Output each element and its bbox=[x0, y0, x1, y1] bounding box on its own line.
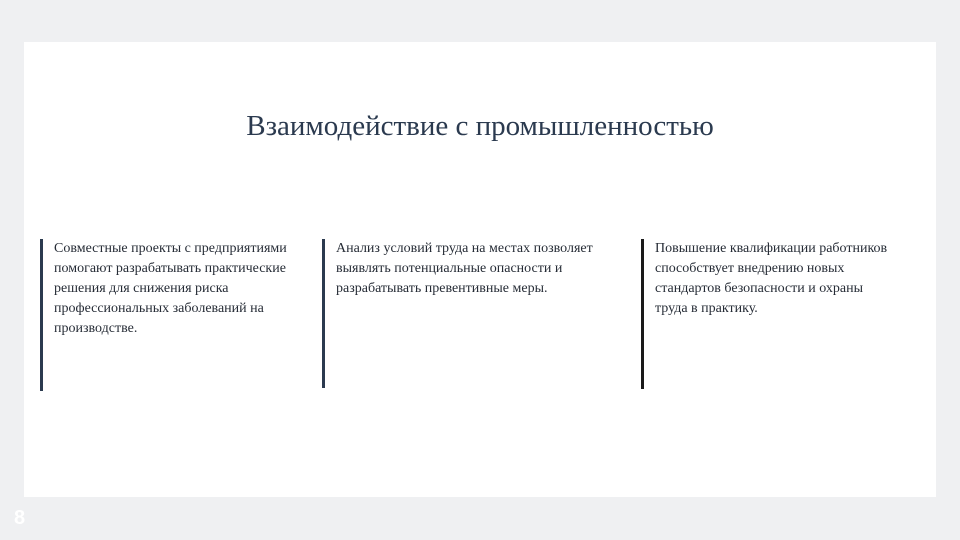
column-1-text: Совместные проекты с предприятиями помогают разрабатывать практические решения для снижения риска профессиональных заболеваний на производстве. bbox=[54, 241, 287, 336]
content-column-2 bbox=[322, 239, 632, 388]
slide-title: Взаимодействие с промышленностью bbox=[246, 110, 714, 142]
content-column-1 bbox=[40, 239, 310, 391]
column-2-text: Анализ условий труда на местах позволяет выявлять потенциальные опасности и разрабатывать превентивные меры. bbox=[336, 241, 593, 296]
page-number: 8 bbox=[14, 507, 26, 529]
content-column-3 bbox=[641, 239, 891, 389]
column-3-text: Повышение квалификации работников способствует внедрению новых стандартов безопасности и охраны труда в практику. bbox=[655, 241, 888, 316]
